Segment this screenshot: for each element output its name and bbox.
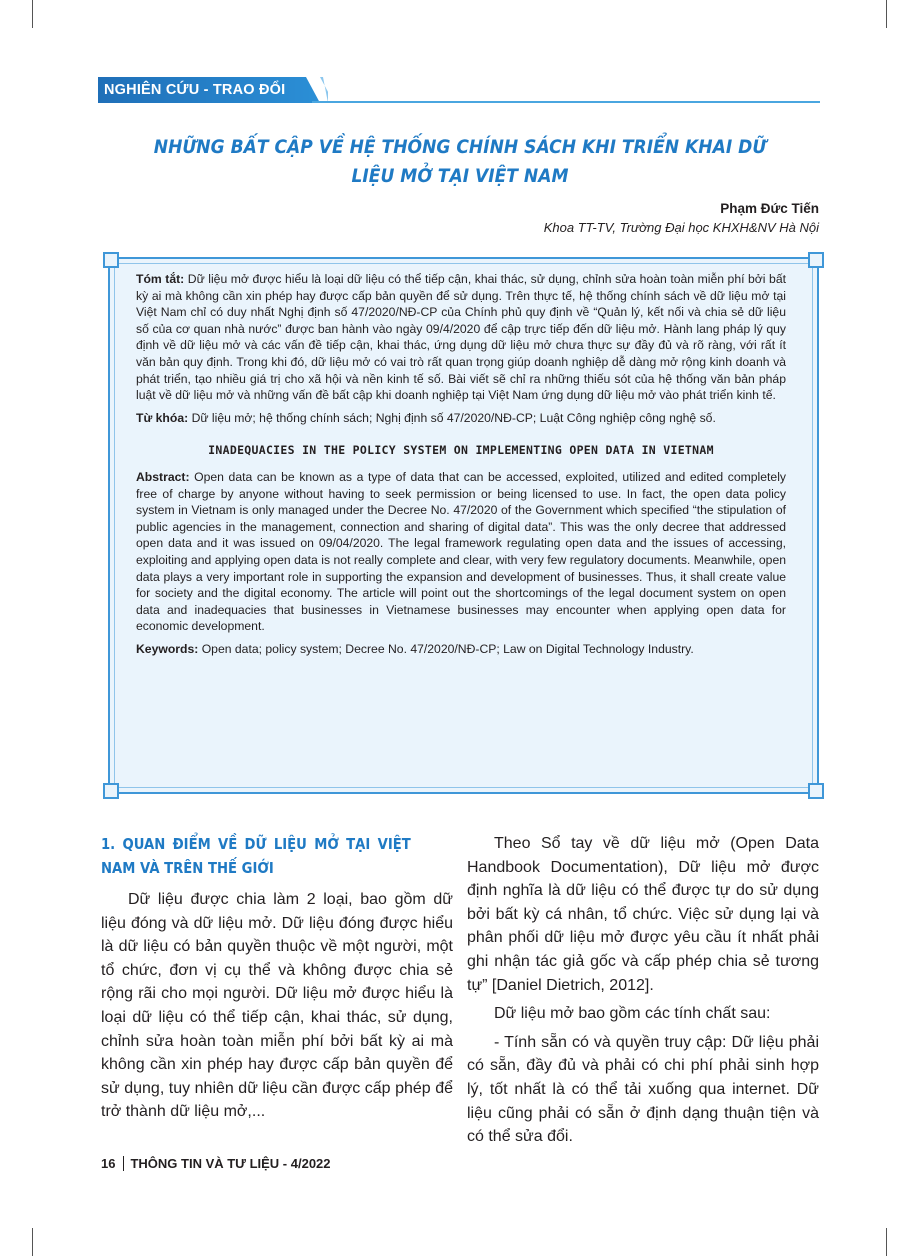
- right-column: [467, 832, 819, 1149]
- crop-mark: [32, 0, 33, 28]
- section-tab-accent: [320, 77, 328, 103]
- crop-mark: [32, 1228, 33, 1256]
- abstract-content: [136, 271, 786, 663]
- left-column: [101, 832, 453, 1124]
- vi-keywords-label: Từ khóa:: [136, 410, 189, 425]
- vi-keywords-text: Dữ liệu mở; hệ thống chính sách; Nghị định số 47/2020/NĐ-CP; Luật Công nghiệp công nghệ số.: [191, 410, 716, 425]
- paragraph: - Tính sẵn có và quyền truy cập: Dữ liệu phải có sẵn, đầy đủ và phải có chi phí phải sinh hợp lý, tốt nhất là có thể tải xuống qua internet. Dữ liệu cũng phải có sẵn ở định dạng thuận tiện và có thể sửa đổi.: [467, 1033, 819, 1146]
- en-keywords-text: Open data; policy system; Decree No. 47/2020/NĐ-CP; Law on Digital Technology Industry.: [201, 641, 694, 656]
- en-abstract: [136, 469, 786, 635]
- section-rule: [312, 101, 820, 103]
- frame-corner: [103, 783, 119, 799]
- vi-abstract: [136, 271, 786, 404]
- en-abstract-label: Abstract:: [136, 469, 190, 484]
- frame-corner: [808, 252, 824, 268]
- page-number: 16: [101, 1156, 124, 1171]
- english-title: INADEQUACIES IN THE POLICY SYSTEM ON IMPLEMENTING OPEN DATA IN VIETNAM: [208, 443, 714, 458]
- frame-corner: [808, 783, 824, 799]
- en-abstract-text: Open data can be known as a type of data that can be accessed, exploited, utilized and edited completely free of charge by anyone without having to seek permission or being licensed to use. In fact, the open data policy system in Vietnam is only managed under the Decree No. 47/2020 of the Government which specified “the stipulation of public agencies in the management, connection and sharing of digital data”. This was the only decree that addressed open data and it was issued on 09/04/2020. The legal framework regulating open data and the issues of accessing, exploiting and applying open data is not really complete and clear, with very few regulatory documents. Meanwhile, open data plays a very important role in supporting the expansion and development of businesses. Thus, it shall create value for society and the digital economy. The article will point out the shortcomings of the legal document system on open data and inadequacies that businesses in Vietnamese businesses may encounter when applying open data for economic development.: [136, 469, 786, 634]
- section-label: NGHIÊN CỨU - TRAO ĐỔI: [104, 82, 286, 98]
- abstract-box: [108, 257, 819, 794]
- en-keywords: [136, 641, 786, 658]
- frame-corner: [103, 252, 119, 268]
- author-affiliation: Khoa TT-TV, Trường Đại học KHXH&NV Hà Nội: [543, 220, 819, 235]
- page-footer: [101, 1156, 331, 1171]
- section-heading: 1. QUAN ĐIỂM VỀ DỮ LIỆU MỞ TẠI VIỆT NAM VÀ TRÊN THẾ GIỚI: [101, 835, 411, 877]
- vi-abstract-label: Tóm tắt:: [136, 272, 185, 286]
- paragraph: Dữ liệu mở bao gồm các tính chất sau:: [494, 1005, 771, 1023]
- crop-mark: [886, 0, 887, 28]
- paragraph: Theo Sổ tay về dữ liệu mở (Open Data Handbook Documentation), Dữ liệu mở được định nghĩa là dữ liệu có thể được tự do sử dụng bởi bất kỳ cá nhân, tổ chức. Việc sử dụng lại và phân phối dữ liệu mở được yêu cầu ít nhất phải ghi nhận tác giả gốc và cấp phép chia sẻ tương tự” [Daniel Dietrich, 2012].: [467, 835, 819, 994]
- article-title: NHỮNG BẤT CẬP VỀ HỆ THỐNG CHÍNH SÁCH KHI TRIỂN KHAI DỮ LIỆU MỞ TẠI VIỆT NAM: [153, 136, 767, 187]
- vi-keywords: [136, 410, 786, 427]
- vi-abstract-text: Dữ liệu mở được hiểu là loại dữ liệu có thể tiếp cận, khai thác, sử dụng, chỉnh sửa hoàn toàn miễn phí bởi bất kỳ ai mà không cần xin phép hay được cấp bản quyền để sử dụng. Trên thực tế, hệ thống chính sách về dữ liệu mở tại Việt Nam chỉ có duy nhất Nghị định số 47/2020/NĐ-CP của Chính phủ quy định về “Quản lý, kết nối và chia sẻ dữ liệu số của cơ quan nhà nước” được ban hành vào ngày 09/4/2020 để cập trực tiếp đến dữ liệu mở. Hành lang pháp lý quy định về dữ liệu mở và các vấn đề tiếp cận, khai thác, ứng dụng dữ liệu mở chưa thực sự đầy đủ và rõ ràng, với rất ít văn bản quy định. Trong khi đó, dữ liệu mở có vai trò rất quan trọng giúp doanh nghiệp dễ dàng mở rộng kinh doanh và phát triển, tạo nhiều giá trị cho xã hội và nền kinh tế số. Bài viết sẽ chỉ ra những thiếu sót của hệ thống văn bản pháp luật về dữ liệu mở và những vấn đề bất cập khi doanh nghiệp tại Việt Nam ứng dụng dữ liệu mở vào phát triển kinh tế.: [136, 272, 786, 403]
- paragraph: Dữ liệu được chia làm 2 loại, bao gồm dữ liệu đóng và dữ liệu mở. Dữ liệu đóng được hiểu là dữ liệu có bản quyền thuộc về một người, một tổ chức, đơn vị cụ thể và không được chia sẻ rộng rãi cho mọi người. Dữ liệu mở được hiểu là loại dữ liệu có thể tiếp cận, khai thác, sử dụng, chỉnh sửa hoàn toàn miễn phí bởi bất kỳ ai mà không cần xin phép hay được cấp bản quyền để sử dụng, tuy nhiên dữ liệu cần được cấp phép để trở thành dữ liệu mở,...: [101, 891, 453, 1121]
- crop-mark: [886, 1228, 887, 1256]
- en-keywords-label: Keywords:: [136, 641, 199, 656]
- section-header: [98, 77, 820, 105]
- author-name: Phạm Đức Tiến: [720, 201, 819, 216]
- journal-name: THÔNG TIN VÀ TƯ LIỆU - 4/2022: [130, 1156, 331, 1171]
